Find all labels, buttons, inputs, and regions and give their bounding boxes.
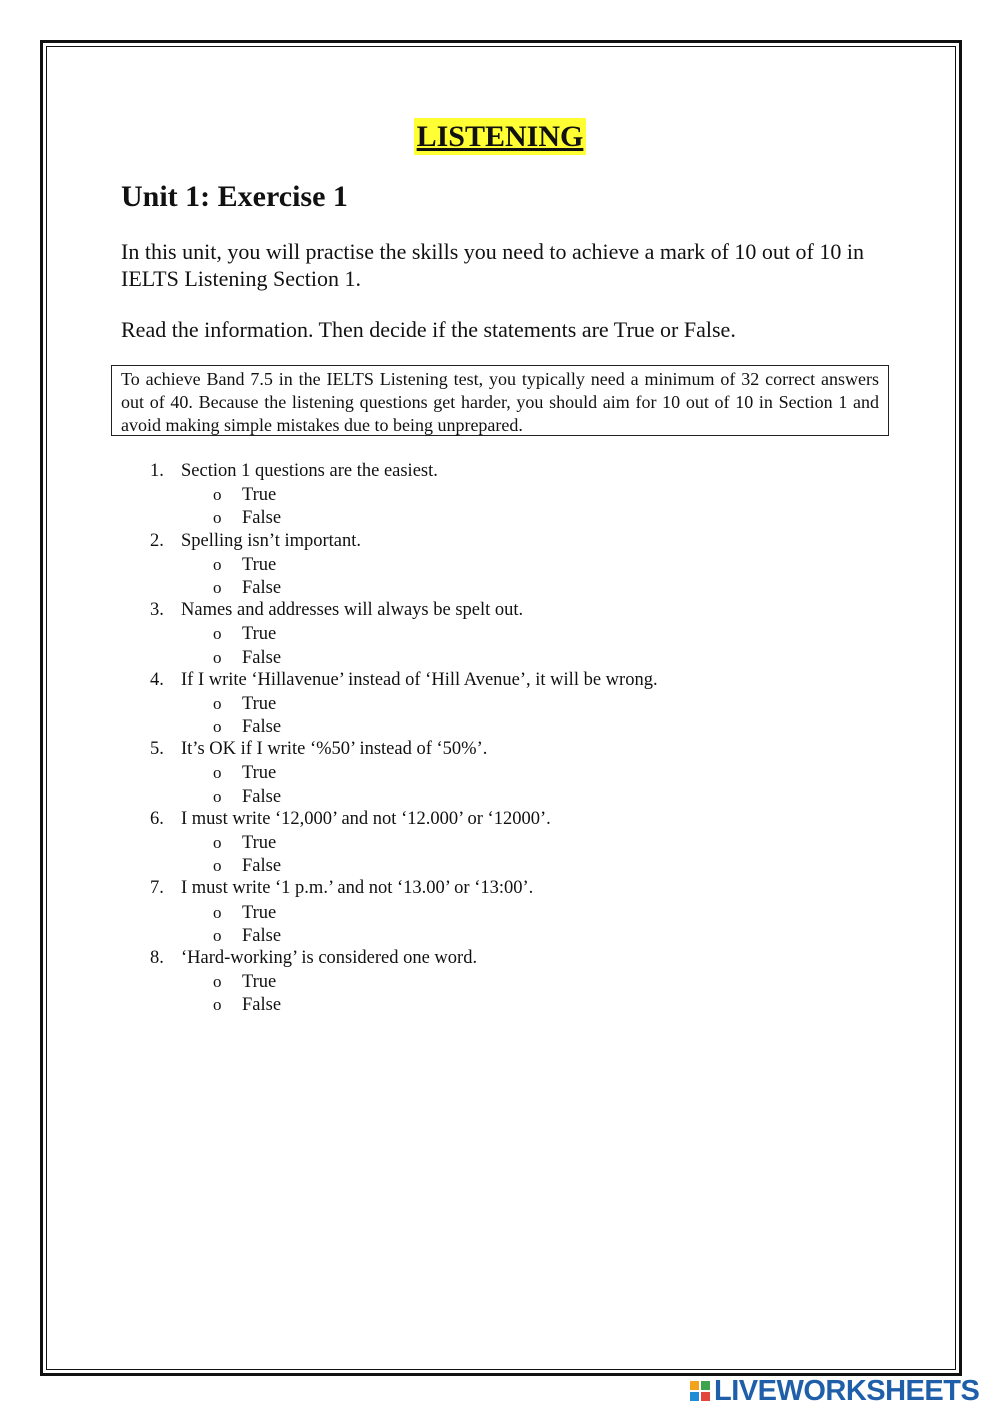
instruction-paragraph: Read the information. Then decide if the statements are True or False.: [121, 317, 736, 342]
option-label: False: [242, 786, 282, 807]
option-bullet-icon: o: [213, 763, 222, 783]
option-label: False: [242, 577, 282, 598]
answer-option-true[interactable]: [150, 901, 850, 924]
question-text: I must write ‘12,000’ and not ‘12.000’ or ‘12000’.: [181, 808, 551, 829]
question-item: [150, 808, 850, 831]
question-text: I must write ‘1 p.m.’ and not ‘13.00’ or ‘13:00’.: [181, 878, 534, 899]
answer-option-true[interactable]: [150, 692, 850, 715]
question-number: 7.: [150, 878, 164, 899]
question-text: ‘Hard-working’ is considered one word.: [181, 947, 478, 968]
question-text: Names and addresses will always be spelt out.: [181, 600, 524, 621]
option-bullet-icon: o: [213, 717, 222, 737]
option-label: True: [242, 972, 277, 993]
question-item: [150, 669, 850, 692]
answer-option-false[interactable]: [150, 576, 850, 599]
question-text: Section 1 questions are the easiest.: [181, 461, 438, 481]
answer-option-false[interactable]: [150, 993, 850, 1016]
option-label: True: [242, 624, 277, 645]
option-label: False: [242, 717, 282, 738]
option-label: True: [242, 485, 277, 506]
question-number: 8.: [150, 947, 164, 968]
option-label: False: [242, 647, 282, 668]
section-title: [0, 120, 1000, 154]
option-bullet-icon: o: [213, 693, 222, 713]
answer-option-true[interactable]: [150, 831, 850, 854]
liveworksheets-logo: [690, 1376, 979, 1406]
intro-paragraph: In this unit, you will practise the skills you need to achieve a mark of 10 out of 10 in IELTS Listening Section 1.: [121, 239, 864, 291]
option-label: True: [242, 763, 277, 784]
option-bullet-icon: o: [213, 508, 222, 528]
liveworksheets-logo-icon: [690, 1381, 710, 1401]
question-text: It’s OK if I write ‘%50’ instead of ‘50%’.: [181, 739, 488, 760]
option-label: True: [242, 902, 277, 923]
question-number: 1.: [150, 461, 164, 481]
option-bullet-icon: o: [213, 647, 222, 667]
question-number: 6.: [150, 808, 164, 829]
option-bullet-icon: o: [213, 786, 222, 806]
question-number: 3.: [150, 600, 164, 621]
answer-option-false[interactable]: [150, 715, 850, 738]
option-label: False: [242, 995, 282, 1016]
question-list: [150, 460, 850, 1017]
logo-text: LIVEWORKSHEETS: [714, 1374, 980, 1407]
answer-option-false[interactable]: [150, 646, 850, 669]
option-label: True: [242, 693, 277, 714]
question-item: [150, 738, 850, 761]
page-heading: Unit 1: Exercise 1: [121, 180, 348, 213]
option-bullet-icon: o: [213, 624, 222, 644]
question-text: If I write ‘Hillavenue’ instead of ‘Hill Avenue’, it will be wrong.: [181, 669, 658, 690]
question-number: 5.: [150, 739, 164, 760]
option-label: False: [242, 856, 282, 877]
question-number: 2.: [150, 530, 164, 551]
question-number: 4.: [150, 669, 164, 690]
answer-option-true[interactable]: [150, 761, 850, 784]
logo-mark-square: [690, 1381, 699, 1390]
answer-option-true[interactable]: [150, 970, 850, 993]
option-label: True: [242, 833, 277, 853]
info-box: To achieve Band 7.5 in the IELTS Listening test, you typically need a minimum of 32 correct answers out of 40. Because the listening questions get harder, you should aim for 10 out of 10 in Section 1 and avoid making simple mistakes due to being unprepared.: [111, 365, 889, 436]
answer-option-true[interactable]: [150, 553, 850, 576]
option-bullet-icon: o: [213, 925, 222, 945]
logo-mark-square: [701, 1392, 710, 1401]
question-text: Spelling isn’t important.: [181, 530, 362, 551]
answer-option-true[interactable]: [150, 483, 850, 506]
option-label: False: [242, 508, 282, 529]
option-bullet-icon: o: [213, 972, 222, 992]
option-label: False: [242, 925, 282, 946]
option-label: True: [242, 554, 277, 575]
option-bullet-icon: o: [213, 995, 222, 1015]
logo-mark-square: [701, 1381, 710, 1390]
option-bullet-icon: o: [213, 554, 222, 574]
question-item: [150, 947, 850, 970]
answer-option-false[interactable]: [150, 785, 850, 808]
logo-mark-square: [690, 1392, 699, 1401]
question-item: [150, 530, 850, 553]
option-bullet-icon: o: [213, 577, 222, 597]
answer-option-false[interactable]: [150, 506, 850, 529]
answer-option-false[interactable]: [150, 924, 850, 947]
question-item: [150, 877, 850, 900]
question-item: [150, 599, 850, 622]
answer-option-true[interactable]: [150, 622, 850, 645]
option-bullet-icon: o: [213, 485, 222, 505]
option-bullet-icon: o: [213, 856, 222, 876]
answer-option-false[interactable]: [150, 854, 850, 877]
option-bullet-icon: o: [213, 902, 222, 922]
option-bullet-icon: o: [213, 833, 222, 852]
question-item: [150, 460, 850, 483]
section-title-text: LISTENING: [414, 118, 587, 155]
